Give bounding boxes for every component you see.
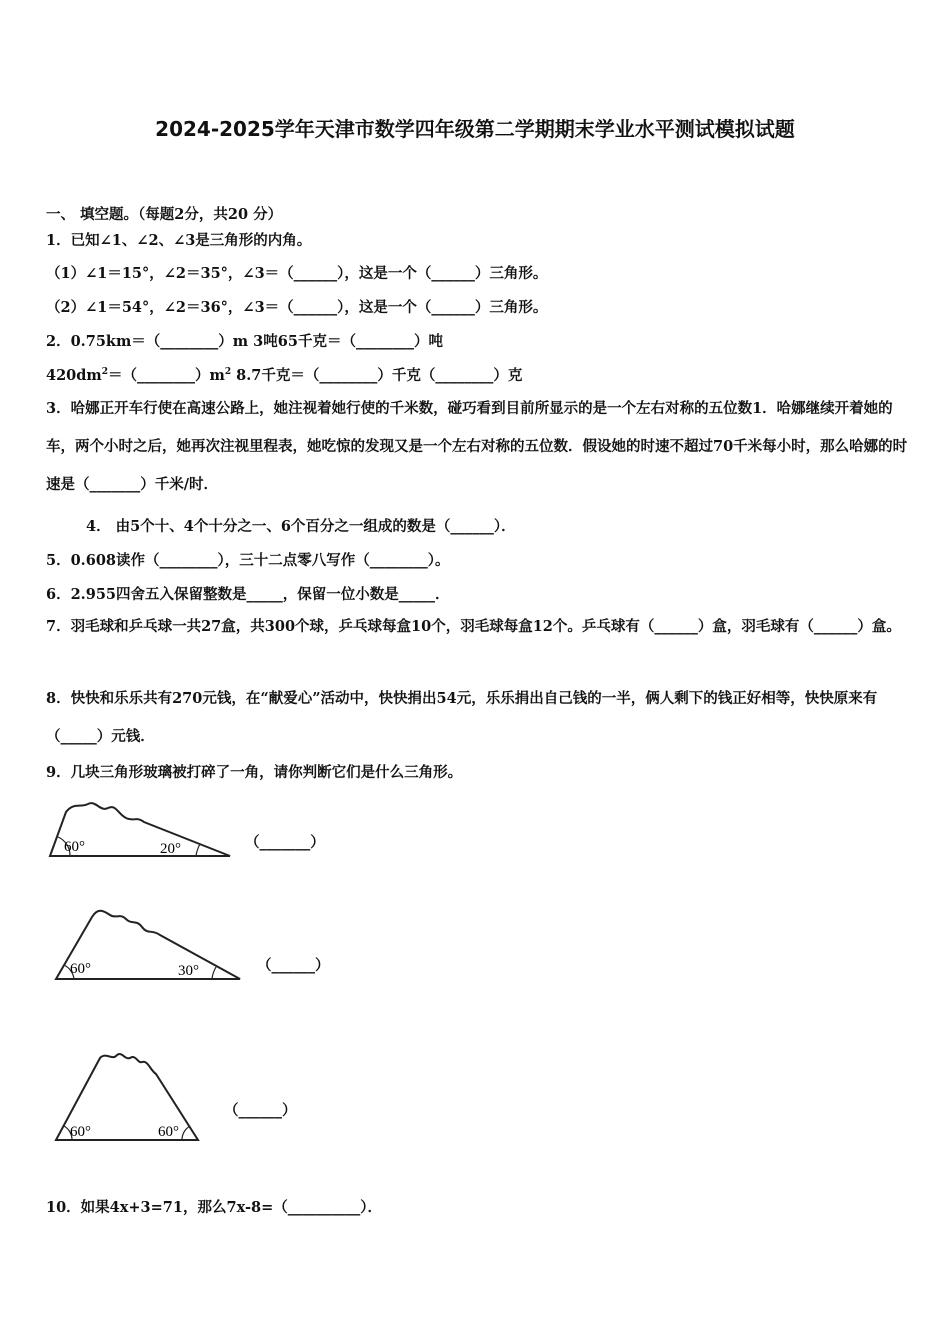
tri1-angle-b: 20° xyxy=(160,841,181,857)
question-5: 5．0.608读作（________），三十二点零八写作（________）。 xyxy=(46,552,450,569)
page-title: 2024-2025学年天津市数学四年级第二学期期末学业水平测试模拟试题 xyxy=(155,117,795,141)
tri1-answer-blank: （_______） xyxy=(245,834,325,851)
question-4: 4． 由5个十、4个十分之一、6个百分之一组成的数是（______）． xyxy=(86,518,516,535)
question-1: 1．已知∠1、∠2、∠3是三角形的内角。 xyxy=(46,232,312,249)
question-1-part-2: （2）∠1＝54°，∠2＝36°，∠3＝（______），这是一个（______）三角形。 xyxy=(46,299,548,316)
question-10: 10．如果4x+3=71，那么7x-8=（__________）． xyxy=(46,1199,382,1216)
tri2-answer-blank: （______） xyxy=(257,957,330,974)
question-7: 7．羽毛球和乒乓球一共27盒，共300个球，乒乓球每盒10个，羽毛球每盒12个。乒乓球有（______）盒，羽毛球有（______）盒。 xyxy=(46,618,901,635)
tri2-angle-a: 60° xyxy=(70,961,91,977)
tri3-angle-b: 60° xyxy=(158,1124,179,1140)
q2-text-c: 8.7千克＝（________）千克（________）克 xyxy=(231,367,523,384)
q2-text-a: 420dm xyxy=(46,367,102,384)
question-2-line-2 xyxy=(46,364,522,385)
question-2-line-1: 2．0.75km＝（________）m 3吨65千克＝（________）吨 xyxy=(46,333,443,350)
tri3-answer-blank: （______） xyxy=(224,1102,297,1119)
broken-triangle-figure-1 xyxy=(44,800,234,862)
section-heading: 一、 填空题。（每题2分，共20 分） xyxy=(46,206,283,223)
broken-triangle-figure-2 xyxy=(50,905,246,985)
tri1-angle-a: 60° xyxy=(64,839,85,855)
question-8: 8．快快和乐乐共有270元钱，在“献爱心”活动中，快快捐出54元，乐乐捐出自己钱的一半，俩人剩下的钱正好相等，快快原来有（_____）元钱． xyxy=(46,690,878,745)
tri3-angle-a: 60° xyxy=(70,1124,91,1140)
question-3: 3．哈娜正开车行使在高速公路上，她注视着她行使的千米数，碰巧看到目前所显示的是一个左右对称的五位数1．哈娜继续开着她的车，两个小时之后，她再次注视里程表，她吃惊的发现又是一个左右对称的五位数．假设她的时速不超过70千米每小时，那么哈娜的时速是（_______）千米/时． xyxy=(46,400,908,493)
tri2-angle-b: 30° xyxy=(178,963,199,979)
question-9: 9．几块三角形玻璃被打碎了一角，请你判断它们是什么三角形。 xyxy=(46,764,463,781)
question-6: 6．2.955四舍五入保留整数是_____，保留一位小数是_____． xyxy=(46,586,450,603)
q2-sup-1: 2 xyxy=(101,367,109,378)
q2-sup-2: 2 xyxy=(224,367,232,378)
question-1-part-1: （1）∠1＝15°，∠2＝35°，∠3＝（______），这是一个（______）三角形。 xyxy=(46,265,548,282)
q2-text-b: ＝（________）m xyxy=(108,367,225,384)
broken-triangle-figure-3 xyxy=(50,1050,206,1146)
